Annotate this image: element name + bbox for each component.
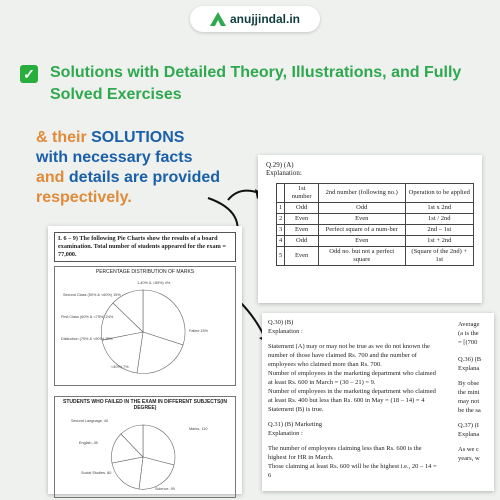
table-cell: 1st x 2nd [405, 203, 473, 214]
explanation-right [458, 321, 494, 464]
side-text: (a is the [458, 330, 479, 337]
table-header: 1st number [285, 184, 319, 203]
pie-label: Distinction (75% & <90%) 25% [61, 337, 113, 341]
explanation-left [268, 319, 448, 481]
table-header: 2nd number (following no.) [318, 184, 405, 203]
pie-label: Social Studies, 80 [81, 471, 112, 475]
side-text: may not [458, 398, 480, 405]
table-row [277, 214, 474, 225]
side-text: Explana [458, 365, 480, 372]
explanation-label: Explanation : [268, 430, 303, 437]
side-text: Q.37) (I [458, 422, 479, 429]
table-cell: Odd [285, 236, 319, 247]
table-cell: Perfect square of a num-ber [318, 225, 405, 236]
table-cell: 4 [277, 236, 285, 247]
pie-label: English, 45 [79, 441, 98, 445]
pie-label: Marks, 110 [189, 427, 208, 431]
chart-title: PERCENTAGE DISTRIBUTION OF MARKS [95, 269, 195, 275]
callout-part: & their [36, 129, 92, 146]
table-cell: Odd [285, 203, 319, 214]
table-cell: Odd [318, 203, 405, 214]
chart-title: STUDENTS WHO FAILED IN THE EXAM IN DIFFERENT SUBJECTS(IN DEGREE) [63, 399, 227, 411]
solution-card [258, 155, 482, 303]
text-line: Number of employees in the marketing department who claimed [268, 370, 436, 377]
pie-label: Second Class (50% & <60%) 15% [63, 293, 121, 297]
question-number: Q.30) (B) [268, 319, 294, 326]
table-row [277, 203, 474, 214]
check-icon: ✓ [20, 65, 38, 83]
table-cell: Even [318, 214, 405, 225]
text-line: The number of employees claiming less than Rs. 600 is the [268, 445, 422, 452]
table-cell: 1st / 2nd [405, 214, 473, 225]
text-line: 6 [268, 472, 272, 479]
table-cell: Even [285, 214, 319, 225]
table-cell: 2 [277, 214, 285, 225]
explanation-card [262, 313, 494, 491]
table-header-row [277, 184, 474, 203]
table-header [277, 184, 285, 203]
side-text: Q.36) (B [458, 356, 482, 363]
text-line: number of those have claimed Rs. 700 and the number of [268, 352, 417, 359]
side-text: As we c [458, 446, 479, 453]
text-line: Statement (A) may or may not be true as we do not known the [268, 343, 430, 350]
text-line: Number of employees in the marketing department who claimed [268, 388, 436, 395]
table-cell: 1 [277, 203, 285, 214]
table-cell: 1st + 2nd [405, 236, 473, 247]
headline-text: Solutions with Detailed Theory, Illustrations, and Fully Solved Exercises [50, 64, 462, 103]
table-row [277, 247, 474, 266]
side-text: = [(700 [458, 339, 478, 346]
pie-chart-failed [54, 396, 236, 498]
callout-part: with necessary facts [36, 149, 193, 166]
pie-label: Science, 90 [155, 487, 175, 491]
text-line: Statement (B) is true. [268, 406, 324, 413]
question-number: Q.29) (A) [266, 161, 294, 169]
table-cell: Even [285, 225, 319, 236]
brand-name: anujjindal.in [229, 12, 300, 26]
pie-label: Failed 15% [189, 329, 208, 333]
table-row [277, 236, 474, 247]
pie-graphic [55, 413, 235, 497]
pie-label: First Class (60% & <75%) 24% [61, 315, 114, 319]
callout-part: SOLUTIONS [91, 129, 185, 146]
table-cell: Even [285, 247, 319, 266]
question-card [48, 226, 242, 494]
side-text: Average [458, 321, 480, 328]
pie-label: <40%) 7% [111, 365, 129, 369]
explanation-label: Explanation: [266, 169, 302, 177]
table-cell: 2nd – 1st [405, 225, 473, 236]
question-number: Q.31) (B) Marketing [268, 421, 322, 428]
text-line: Those claiming at least Rs. 600 will be the highest i.e., 20 – 14 = [268, 463, 437, 470]
callout-part: respectively. [36, 189, 132, 206]
text-line: highest for HR in March. [268, 454, 334, 461]
text-line: at least Rs. 400 but less than Rs. 600 in May = (18 – 14) = 4 [268, 397, 425, 404]
table-cell: Odd no. but not a perfect square [318, 247, 405, 266]
question-heading: I. 6 – 9) The following Pie Charts show the results of a board examination. Total number of students appeared for the exam = 77,000. [54, 232, 236, 262]
solution-table [276, 183, 474, 266]
pie-label: Second Language, 40 [71, 419, 109, 423]
table-row [277, 225, 474, 236]
side-text: Explana [458, 431, 480, 438]
table-cell: 3 [277, 225, 285, 236]
table-header: Operation to be applied [405, 184, 473, 203]
pie-label: 1-40% & <50%) 4% [137, 281, 171, 285]
table-cell: (Square of the 2nd) + 1st [405, 247, 473, 266]
pie-chart-marks [54, 266, 236, 386]
table-cell: Even [318, 236, 405, 247]
side-text: years, w [458, 455, 480, 462]
table-cell: 5 [277, 247, 285, 266]
side-text: be the sa [458, 407, 481, 414]
text-line: at least Rs. 600 in March = (30 – 21) = 9. [268, 379, 376, 386]
text-line: employees who claimed more than Rs. 700. [268, 361, 382, 368]
callout-part: and [36, 169, 69, 186]
side-text: By obse [458, 380, 480, 387]
explanation-label: Explanation : [268, 328, 303, 335]
callout-part: details are provided [68, 169, 221, 186]
side-text: the mini [458, 389, 480, 396]
